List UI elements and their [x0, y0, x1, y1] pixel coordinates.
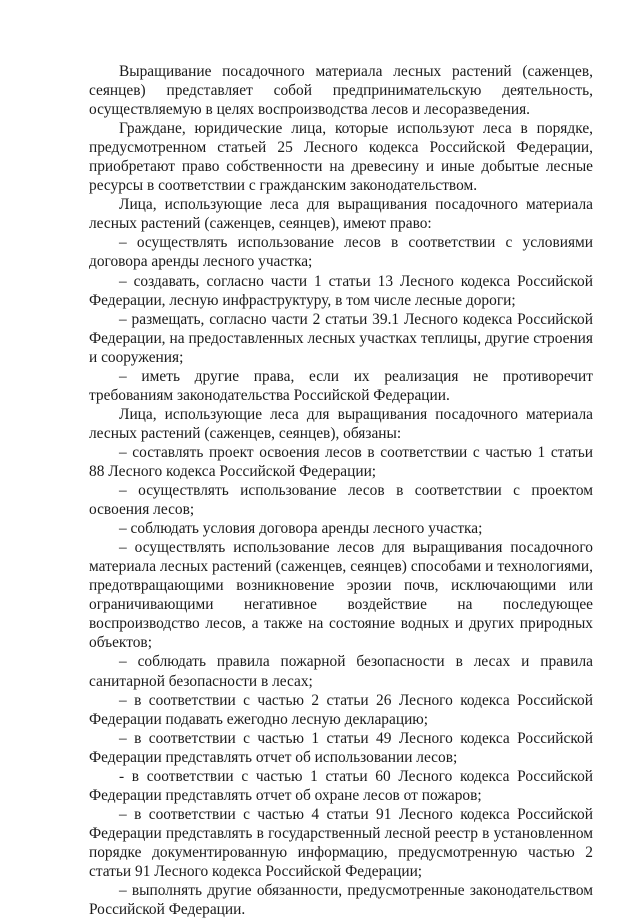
paragraph-10: – осуществлять использование лесов в соответствии с проектом освоения лесов;: [89, 482, 593, 519]
document-body: [89, 62, 593, 919]
paragraph-1: Выращивание посадочного материала лесных растений (саженцев, сеянцев) представляет собой предпринимательскую деятельность, осуществляемую в целях воспроизводства лесов и лесоразведения.: [89, 63, 593, 119]
paragraph-9: – составлять проект освоения лесов в соответствии с частью 1 статьи 88 Лесного кодекса Российской Федерации;: [89, 443, 593, 480]
paragraph-16: - в соответствии с частью 1 статьи 60 Лесного кодекса Российской Федерации представлять отчет об охране лесов от пожаров;: [89, 767, 593, 804]
paragraph-13: – соблюдать правила пожарной безопасности в лесах и правила санитарной безопасности в лесах;: [89, 653, 593, 690]
paragraph-18: – выполнять другие обязанности, предусмотренные законодательством Российской Федерации.: [89, 882, 593, 919]
paragraph-17: – в соответствии с частью 4 статьи 91 Лесного кодекса Российской Федерации представлять в государственный лесной реестр в установленном порядке документированную информацию, предусмотренную частью 2 статьи 91 Лесного кодекса Российской Федерации;: [89, 805, 593, 880]
paragraph-14: – в соответствии с частью 2 статьи 26 Лесного кодекса Российской Федерации подавать ежегодно лесную декларацию;: [89, 691, 593, 728]
paragraph-6: – размещать, согласно части 2 статьи 39.1 Лесного кодекса Российской Федерации, на предоставленных лесных участках теплицы, другие строения и сооружения;: [89, 310, 593, 366]
paragraph-7: – иметь другие права, если их реализация не противоречит требованиям законодательства Российской Федерации.: [89, 367, 593, 404]
paragraph-15: – в соответствии с частью 1 статьи 49 Лесного кодекса Российской Федерации представлять отчет об использовании лесов;: [89, 729, 593, 766]
paragraph-12: – осуществлять использование лесов для выращивания посадочного материала лесных растений (саженцев, сеянцев) способами и технологиями, предотвращающими возникновение эрозии почв, исключающими или ограничивающими негативное воздействие на последующее воспроизводство лесов, а также на состояние водных и других природных объектов;: [89, 539, 593, 652]
paragraph-3: Лица, использующие леса для выращивания посадочного материала лесных растений (саженцев, сеянцев), имеют право:: [89, 196, 593, 233]
paragraph-4: – осуществлять использование лесов в соответствии с условиями договора аренды лесного участка;: [89, 234, 593, 271]
paragraph-11: – соблюдать условия договора аренды лесного участка;: [119, 520, 483, 538]
paragraph-8: Лица, использующие леса для выращивания посадочного материала лесных растений (саженцев, сеянцев), обязаны:: [89, 405, 593, 442]
paragraph-2: Граждане, юридические лица, которые используют леса в порядке, предусмотренном статьей 25 Лесного кодекса Российской Федерации, приобретают право собственности на древесину и иные добытые лесные ресурсы в соответствии с гражданским законодательством.: [89, 120, 593, 195]
paragraph-5: – создавать, согласно части 1 статьи 13 Лесного кодекса Российской Федерации, лесную инфраструктуру, в том числе лесные дороги;: [89, 272, 593, 309]
